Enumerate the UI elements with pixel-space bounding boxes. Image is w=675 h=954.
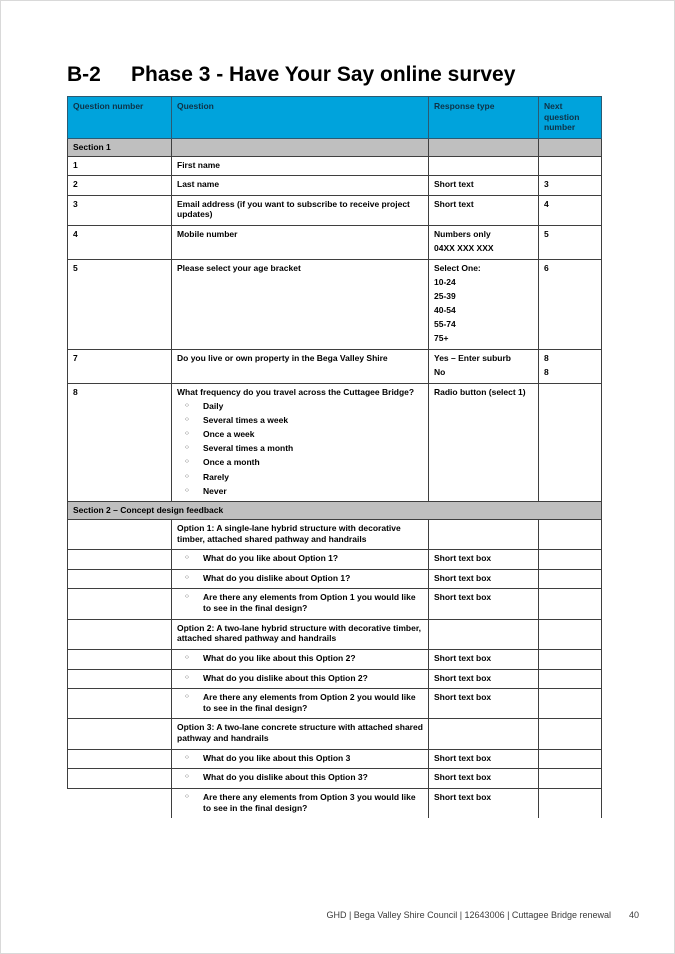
column-header-next-question-number: Next question number — [539, 97, 602, 139]
question-cell — [172, 550, 429, 570]
answer-option-text: Daily — [203, 400, 224, 411]
bullet-item — [177, 429, 423, 440]
question-number-cell: 7 — [68, 350, 172, 384]
next-question-line: 8 — [544, 353, 549, 363]
question-number-cell — [68, 550, 172, 570]
circle-bullet-icon: ○ — [185, 472, 189, 480]
response-line: No — [434, 367, 446, 378]
table-row — [68, 719, 602, 749]
response-line: Short text box — [434, 592, 492, 603]
bullet-item — [177, 792, 423, 813]
circle-bullet-icon: ○ — [185, 486, 189, 494]
question-cell — [172, 176, 429, 196]
table-row — [68, 569, 602, 589]
response-line: Radio button (select 1) — [434, 386, 526, 397]
title-text: Phase 3 - Have Your Say online survey — [131, 63, 516, 86]
question-number-cell — [68, 788, 172, 818]
next-question-cell — [539, 383, 602, 502]
bullet-item — [177, 415, 423, 426]
footer-text: GHD | Bega Valley Shire Council | 12643006 | Cuttagee Bridge renewal — [326, 910, 611, 920]
sub-question-text: What do you dislike about this Option 2? — [203, 672, 368, 683]
response-type-cell — [429, 176, 539, 196]
response-line: Select One: — [434, 262, 481, 273]
next-question-cell — [539, 719, 602, 749]
next-question-cell — [539, 669, 602, 689]
circle-bullet-icon: ○ — [185, 430, 189, 438]
answer-option-text: Once a week — [203, 429, 255, 440]
answer-option-text: Several times a week — [203, 415, 289, 425]
response-type-cell — [429, 550, 539, 570]
survey-table — [67, 96, 602, 818]
sub-question-text: What do you dislike about this Option 3? — [203, 772, 368, 783]
question-number-cell: 3 — [68, 195, 172, 225]
next-question-cell — [539, 769, 602, 789]
question-cell — [172, 669, 429, 689]
response-line: 25-39 — [434, 291, 456, 301]
next-question-cell — [539, 195, 602, 225]
title-section-number: B-2 — [67, 63, 101, 86]
next-question-cell — [539, 350, 602, 384]
next-question-cell — [539, 226, 602, 260]
next-question-cell — [539, 176, 602, 196]
circle-bullet-icon: ○ — [185, 653, 189, 661]
bullet-item — [177, 457, 423, 468]
next-question-line: 4 — [544, 198, 549, 209]
response-line: Short text box — [434, 553, 492, 564]
answer-option-text: Never — [203, 485, 227, 496]
question-cell — [172, 519, 429, 549]
question-cell — [172, 719, 429, 749]
response-line: Short text box — [434, 772, 492, 783]
question-text: Mobile number — [177, 229, 238, 239]
question-cell — [172, 749, 429, 769]
question-cell — [172, 259, 429, 349]
table-row — [68, 350, 602, 384]
response-type-cell — [429, 350, 539, 384]
table-row — [68, 156, 602, 176]
response-type-cell — [429, 719, 539, 749]
question-number-cell — [68, 749, 172, 769]
question-text: Last name — [177, 179, 220, 190]
next-question-cell — [539, 156, 602, 176]
section-cell: Section 1 — [68, 138, 172, 156]
next-question-line: 5 — [544, 229, 549, 239]
table-row — [68, 769, 602, 789]
sub-question-text: Are there any elements from Option 1 you would like to see in the final design? — [203, 592, 416, 613]
response-line: Short text box — [434, 672, 492, 683]
question-text: Do you live or own property in the Bega Valley Shire — [177, 353, 388, 363]
table-row — [68, 383, 602, 502]
table-row — [68, 226, 602, 260]
question-number-cell — [68, 569, 172, 589]
question-number-cell — [68, 669, 172, 689]
response-line: Short text — [434, 179, 474, 190]
response-line: 04XX XXX XXX — [434, 243, 494, 254]
bullet-item — [177, 653, 423, 664]
circle-bullet-icon: ○ — [185, 593, 189, 601]
bullet-item — [177, 772, 423, 783]
bullet-item — [177, 692, 423, 713]
table-row — [68, 669, 602, 689]
question-text: Option 3: A two-lane concrete structure with attached shared pathway and handrails — [177, 722, 423, 743]
sub-question-text: Are there any elements from Option 3 you would like to see in the final design? — [203, 791, 416, 813]
response-line: 40-54 — [434, 305, 456, 316]
page-footer — [326, 910, 639, 920]
question-number-cell — [68, 719, 172, 749]
response-type-cell — [429, 788, 539, 818]
question-number-cell — [68, 619, 172, 649]
circle-bullet-icon: ○ — [185, 458, 189, 466]
page-title — [67, 63, 634, 87]
question-cell — [172, 350, 429, 384]
circle-bullet-icon: ○ — [185, 753, 189, 761]
circle-bullet-icon: ○ — [185, 554, 189, 562]
sub-question-text: What do you dislike about Option 1? — [203, 572, 351, 583]
bullet-item — [177, 553, 423, 564]
column-header-question: Question — [172, 97, 429, 139]
next-question-cell — [539, 259, 602, 349]
question-number-cell: 1 — [68, 156, 172, 176]
response-type-cell — [429, 589, 539, 619]
question-cell — [172, 769, 429, 789]
response-line: Yes – Enter suburb — [434, 353, 511, 363]
header-row — [68, 97, 602, 139]
response-line: Numbers only — [434, 229, 491, 239]
question-text: What frequency do you travel across the Cuttagee Bridge? — [177, 386, 415, 397]
column-header-question-number: Question number — [68, 97, 172, 139]
sub-question-text: Are there any elements from Option 2 you would like to see in the final design? — [203, 692, 416, 713]
question-cell — [172, 226, 429, 260]
response-line: 55-74 — [434, 319, 456, 330]
next-question-cell — [539, 589, 602, 619]
question-text: Please select your age bracket — [177, 262, 301, 273]
question-cell — [172, 195, 429, 225]
next-question-line: 3 — [544, 179, 549, 190]
next-question-cell — [539, 689, 602, 719]
question-text: Option 2: A two-lane hybrid structure with decorative timber, attached shared pathway and handrails — [177, 622, 422, 644]
response-type-cell — [429, 769, 539, 789]
column-header-response-type: Response type — [429, 97, 539, 139]
circle-bullet-icon: ○ — [185, 673, 189, 681]
table-header — [68, 97, 602, 139]
question-number-cell — [68, 589, 172, 619]
question-number-cell — [68, 519, 172, 549]
next-question-cell — [539, 788, 602, 818]
sub-question-text: What do you like about this Option 3 — [203, 752, 351, 763]
question-number-cell: 2 — [68, 176, 172, 196]
next-question-line: 8 — [544, 367, 549, 378]
table-row — [68, 749, 602, 769]
response-type-cell — [429, 195, 539, 225]
response-line: 75+ — [434, 333, 449, 344]
circle-bullet-icon: ○ — [185, 444, 189, 452]
table-row — [68, 689, 602, 719]
next-question-cell — [539, 569, 602, 589]
sub-question-text: What do you like about this Option 2? — [203, 652, 356, 663]
response-type-cell — [429, 519, 539, 549]
response-line: 10-24 — [434, 276, 456, 287]
response-line: Short text — [434, 198, 474, 209]
question-cell — [172, 788, 429, 818]
next-question-cell — [539, 749, 602, 769]
table-body — [68, 138, 602, 818]
circle-bullet-icon: ○ — [185, 416, 189, 423]
response-type-cell — [429, 226, 539, 260]
section-row — [68, 502, 602, 520]
table-row — [68, 589, 602, 619]
section-row — [68, 138, 602, 156]
question-number-cell — [68, 689, 172, 719]
question-number-cell — [68, 649, 172, 669]
table-row — [68, 519, 602, 549]
table-row — [68, 195, 602, 225]
next-question-line: 6 — [544, 262, 549, 273]
table-row — [68, 619, 602, 649]
answer-option-text: Once a month — [203, 457, 260, 468]
table-row — [68, 788, 602, 818]
bullet-item — [177, 592, 423, 613]
next-question-cell — [539, 649, 602, 669]
question-cell — [172, 569, 429, 589]
response-line: Short text box — [434, 572, 492, 583]
next-question-cell — [539, 619, 602, 649]
question-number-cell: 4 — [68, 226, 172, 260]
response-line: Short text box — [434, 791, 492, 802]
bullet-item — [177, 673, 423, 684]
response-type-cell — [429, 689, 539, 719]
response-line: Short text box — [434, 752, 492, 763]
question-cell — [172, 156, 429, 176]
question-text: Email address (if you want to subscribe to receive project updates) — [177, 198, 410, 220]
question-number-cell — [68, 769, 172, 789]
answer-option-text: Rarely — [203, 471, 229, 482]
table-row — [68, 176, 602, 196]
next-question-cell — [539, 550, 602, 570]
response-type-cell — [429, 569, 539, 589]
table-row — [68, 259, 602, 349]
response-type-cell — [429, 669, 539, 689]
bullet-item — [177, 753, 423, 764]
response-type-cell — [429, 749, 539, 769]
section-cell: Section 2 – Concept design feedback — [68, 502, 602, 520]
page-number: 40 — [628, 910, 639, 920]
response-type-cell — [429, 383, 539, 502]
table-row — [68, 649, 602, 669]
table-row — [68, 550, 602, 570]
bullet-item — [177, 401, 423, 412]
circle-bullet-icon: ○ — [185, 573, 189, 581]
answer-option-text: Several times a month — [203, 443, 294, 454]
question-cell — [172, 689, 429, 719]
bullet-item — [177, 443, 423, 454]
circle-bullet-icon: ○ — [185, 792, 189, 800]
question-cell — [172, 589, 429, 619]
response-type-cell — [429, 156, 539, 176]
response-type-cell — [429, 259, 539, 349]
answer-options-list — [177, 401, 423, 496]
response-line: Short text box — [434, 652, 492, 663]
question-number-cell: 5 — [68, 259, 172, 349]
question-text: Option 1: A single-lane hybrid structure with decorative timber, attached shared pathway and handrails — [177, 522, 401, 544]
sub-question-text: What do you like about Option 1? — [203, 553, 339, 564]
next-question-cell — [539, 519, 602, 549]
section-cell — [429, 138, 539, 156]
response-line: Short text box — [434, 692, 492, 703]
bullet-item — [177, 472, 423, 483]
question-cell — [172, 383, 429, 502]
response-type-cell — [429, 619, 539, 649]
question-number-cell: 8 — [68, 383, 172, 502]
question-cell — [172, 619, 429, 649]
section-cell — [539, 138, 602, 156]
question-text: First name — [177, 159, 220, 170]
bullet-item — [177, 573, 423, 584]
bullet-item — [177, 486, 423, 497]
circle-bullet-icon: ○ — [185, 773, 189, 781]
response-type-cell — [429, 649, 539, 669]
section-cell — [172, 138, 429, 156]
question-cell — [172, 649, 429, 669]
circle-bullet-icon: ○ — [185, 693, 189, 701]
circle-bullet-icon: ○ — [185, 401, 189, 409]
